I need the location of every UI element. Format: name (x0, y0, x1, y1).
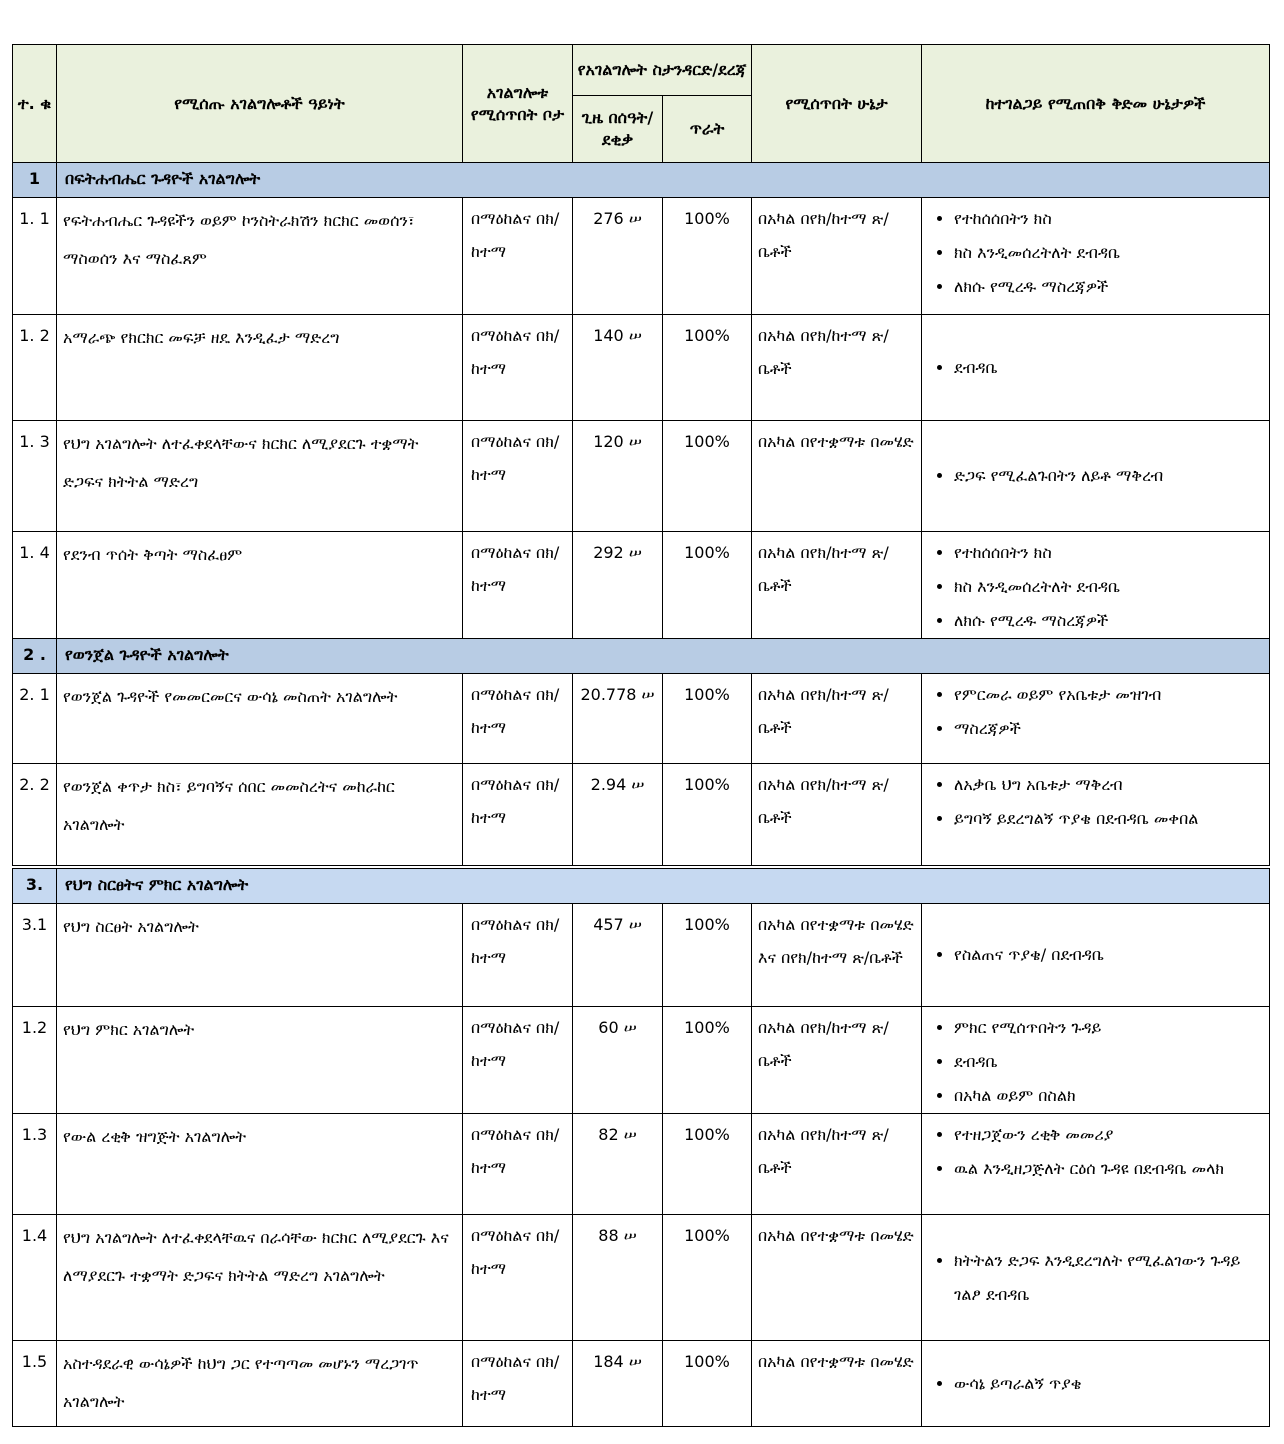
prerequisites-list (926, 768, 1265, 836)
row-number: 2. 2 (13, 764, 57, 866)
prerequisites-list (926, 678, 1265, 746)
table-row (13, 1341, 1270, 1427)
row-number: 1. 4 (13, 532, 57, 639)
service-quality: 100% (663, 1341, 752, 1427)
table-row (13, 674, 1270, 764)
prerequisites-list (926, 202, 1265, 304)
service-quality: 100% (663, 198, 752, 315)
service-quality: 100% (663, 532, 752, 639)
service-quality: 100% (663, 764, 752, 866)
list-item: • ድጋፍ የሚፈልጉበትን ለይቶ ማቅረብ (954, 459, 1265, 493)
table-row (13, 1007, 1270, 1114)
table-row (13, 198, 1270, 315)
prerequisites-cell (922, 1007, 1270, 1114)
service-time: 140 ሠ (573, 315, 663, 421)
list-item: • የተከሰሰበትን ክስ (954, 202, 1265, 236)
service-mode: በአካል በየክ/ከተማ ጽ/ቤቶች (752, 198, 922, 315)
prerequisites-cell (922, 904, 1270, 1007)
prerequisites-cell (922, 421, 1270, 532)
list-item: • ዉል እንዲዘጋጅለት ርዕሰ ጉዳዩ በደብዳቤ መላክ (954, 1152, 1265, 1186)
section-number: 1 (13, 163, 57, 198)
list-item: • ደብዳቤ (954, 351, 1265, 385)
service-mode: በአካል በየክ/ከተማ ጽ/ቤቶች (752, 764, 922, 866)
service-place: በማዕከልና በክ/ከተማ (463, 764, 573, 866)
prerequisites-list (926, 1367, 1265, 1401)
list-item: • የተዘጋጀውን ረቂቅ መመሪያ (954, 1118, 1265, 1152)
header-service-type: የሚሰጡ አገልግሎቶች ዓይነት (57, 45, 463, 163)
service-name: የወንጀል ጉዳዮች የመመርመርና ውሳኔ መስጠት አገልግሎት (57, 674, 463, 764)
service-time: 276 ሠ (573, 198, 663, 315)
prerequisites-list (926, 938, 1265, 972)
service-mode: በአካል በየተቋማቱ በመሄድ (752, 1341, 922, 1427)
service-quality: 100% (663, 1007, 752, 1114)
section-title: በፍትሐብሔር ጉዳዮች አገልግሎት (57, 163, 1270, 198)
service-place: በማዕከልና በክ/ከተማ (463, 315, 573, 421)
service-time: 2.94 ሠ (573, 764, 663, 866)
service-mode: በአካል በየክ/ከተማ ጽ/ቤቶች (752, 674, 922, 764)
service-quality: 100% (663, 1114, 752, 1215)
section-row (13, 163, 1270, 198)
list-item: • ውሳኔ ይጣራልኝ ጥያቄ (954, 1367, 1265, 1401)
list-item: • ለክሱ የሚረዱ ማስረጃዎች (954, 270, 1265, 304)
prerequisites-cell (922, 1215, 1270, 1341)
prerequisites-cell (922, 198, 1270, 315)
service-mode: በአካል በየክ/ከተማ ጽ/ቤቶች (752, 532, 922, 639)
prerequisites-list (926, 459, 1265, 493)
section-title: የህግ ስርፀትና ምክር አገልግሎት (57, 869, 1270, 904)
prerequisites-cell (922, 315, 1270, 421)
prerequisites-list (926, 351, 1265, 385)
prerequisites-cell (922, 1341, 1270, 1427)
service-name: የህግ አገልግሎት ለተፈቀደላቸውና ክርክር ለሚያደርጉ ተቋማት ድጋፍና ክትትል ማድረግ (57, 421, 463, 532)
header-time: ጊዜ በሰዓት/ ደቂቃ (573, 96, 663, 163)
service-place: በማዕከልና በክ/ከተማ (463, 1215, 573, 1341)
header-quality: ጥራት (663, 96, 752, 163)
service-quality: 100% (663, 1215, 752, 1341)
table-row (13, 1114, 1270, 1215)
service-mode: በአካል በየክ/ከተማ ጽ/ቤቶች (752, 1007, 922, 1114)
service-standards-table (12, 44, 1270, 1427)
header-prereq: ከተገልጋይ የሚጠበቅ ቅድመ ሁኔታዎች (922, 45, 1270, 163)
service-place: በማዕከልና በክ/ከተማ (463, 421, 573, 532)
service-name: የወንጀል ቀጥታ ክስ፣ ይግባኝና ሰበር መመስረትና መከራከር አገልግሎት (57, 764, 463, 866)
header-standard: የአገልግሎት ስታንዳርድ/ደረጃ (573, 45, 752, 96)
table-row (13, 1215, 1270, 1341)
list-item: • የተከሰሰበትን ክስ (954, 536, 1265, 570)
service-place: በማዕከልና በክ/ከተማ (463, 198, 573, 315)
section-number: 3. (13, 869, 57, 904)
service-mode: በአካል በየተቋማቱ በመሄድ እና በየክ/ከተማ ጽ/ቤቶች (752, 904, 922, 1007)
list-item: • ይግባኝ ይደረግልኝ ጥያቄ በደብዳቤ መቀበል (954, 802, 1265, 836)
list-item: • ክትትልን ድጋፍ እንዲደረግለት የሚፈልገውን ጉዳይ ገልፆ ደብዳቤ (954, 1244, 1265, 1312)
service-place: በማዕከልና በክ/ከተማ (463, 1007, 573, 1114)
list-item: • በአካል ወይም በስልክ (954, 1079, 1265, 1113)
service-time: 292 ሠ (573, 532, 663, 639)
table-row (13, 532, 1270, 639)
row-number: 1. 3 (13, 421, 57, 532)
table-row (13, 904, 1270, 1007)
service-mode: በአካል በየክ/ከተማ ጽ/ቤቶች (752, 1114, 922, 1215)
section-number: 2 . (13, 639, 57, 674)
service-place: በማዕከልና በክ/ከተማ (463, 1114, 573, 1215)
service-quality: 100% (663, 315, 752, 421)
table-row (13, 764, 1270, 866)
service-time: 88 ሠ (573, 1215, 663, 1341)
service-time: 457 ሠ (573, 904, 663, 1007)
prerequisites-cell (922, 532, 1270, 639)
service-time: 184 ሠ (573, 1341, 663, 1427)
service-name: የፍትሐብሔር ጉዳዩችን ወይም ኮንስትራክሽን ክርክር መወሰን፣ ማስወሰን እና ማስፈጸም (57, 198, 463, 315)
service-time: 60 ሠ (573, 1007, 663, 1114)
service-name: አማራጭ የክርክር መፍቻ ዘዴ እንዲፈታ ማድረግ (57, 315, 463, 421)
service-name: የህግ አገልግሎት ለተፈቀደላቸዉና በራሳቸው ክርክር ለሚያደርጉ እና ለማያደርጉ ተቋማት ድጋፍና ክትትል ማድረግ አገልግሎት (57, 1215, 463, 1341)
section-title: የወንጀል ጉዳዮች አገልግሎት (57, 639, 1270, 674)
row-number: 3.1 (13, 904, 57, 1007)
row-number: 1. 2 (13, 315, 57, 421)
service-place: በማዕከልና በክ/ከተማ (463, 674, 573, 764)
table-row (13, 421, 1270, 532)
row-number: 1.5 (13, 1341, 57, 1427)
service-time: 82 ሠ (573, 1114, 663, 1215)
list-item: • ክስ እንዲመሰረትለት ደብዳቤ (954, 236, 1265, 270)
table-body (13, 163, 1270, 1427)
prerequisites-list (926, 1118, 1265, 1186)
list-item: • የምርመራ ወይም የአቤቱታ መዝገብ (954, 678, 1265, 712)
service-name: የህግ ምክር አገልግሎት (57, 1007, 463, 1114)
section-row (13, 869, 1270, 904)
service-mode: በአካል በየተቋማቱ በመሄድ (752, 1215, 922, 1341)
service-mode: በአካል በየክ/ከተማ ጽ/ቤቶች (752, 315, 922, 421)
service-quality: 100% (663, 904, 752, 1007)
header-no: ተ. ቁ (13, 45, 57, 163)
prerequisites-cell (922, 1114, 1270, 1215)
row-number: 1.2 (13, 1007, 57, 1114)
service-name: የህግ ስርፀት አገልግሎት (57, 904, 463, 1007)
service-mode: በአካል በየተቋማቱ በመሄድ (752, 421, 922, 532)
prerequisites-cell (922, 764, 1270, 866)
service-time: 120 ሠ (573, 421, 663, 532)
service-quality: 100% (663, 674, 752, 764)
list-item: • ክስ እንዲመሰረትለት ደብዳቤ (954, 570, 1265, 604)
prerequisites-cell (922, 674, 1270, 764)
prerequisites-list (926, 536, 1265, 638)
table-row (13, 315, 1270, 421)
service-name: አስተዳደራዊ ውሳኔዎች ከህግ ጋር የተጣጣመ መሆኑን ማረጋገጥ አገልግሎት (57, 1341, 463, 1427)
list-item: • ለክሱ የሚረዱ ማስረጃዎች (954, 604, 1265, 638)
service-name: የደንብ ጥሰት ቅጣት ማስፈፀም (57, 532, 463, 639)
service-place: በማዕከልና በክ/ከተማ (463, 1341, 573, 1427)
service-place: በማዕከልና በክ/ከተማ (463, 904, 573, 1007)
service-place: በማዕከልና በክ/ከተማ (463, 532, 573, 639)
prerequisites-list (926, 1244, 1265, 1312)
service-name: የውል ረቂቅ ዝግጅት አገልግሎት (57, 1114, 463, 1215)
section-row (13, 639, 1270, 674)
row-number: 1. 1 (13, 198, 57, 315)
header-mode: የሚሰጥበት ሁኔታ (752, 45, 922, 163)
list-item: • ደብዳቤ (954, 1045, 1265, 1079)
prerequisites-list (926, 1011, 1265, 1113)
list-item: • የስልጠና ጥያቄ/ በደብዳቤ (954, 938, 1265, 972)
row-number: 2. 1 (13, 674, 57, 764)
service-time: 20.778 ሠ (573, 674, 663, 764)
service-quality: 100% (663, 421, 752, 532)
row-number: 1.3 (13, 1114, 57, 1215)
list-item: • ምክር የሚሰጥበትን ጉዳይ (954, 1011, 1265, 1045)
header-place: አገልግሎቱ የሚሰጥበት ቦታ (463, 45, 573, 163)
list-item: • ማስረጃዎች (954, 712, 1265, 746)
list-item: • ለአቃቤ ህግ አቤቱታ ማቅረብ (954, 768, 1265, 802)
row-number: 1.4 (13, 1215, 57, 1341)
